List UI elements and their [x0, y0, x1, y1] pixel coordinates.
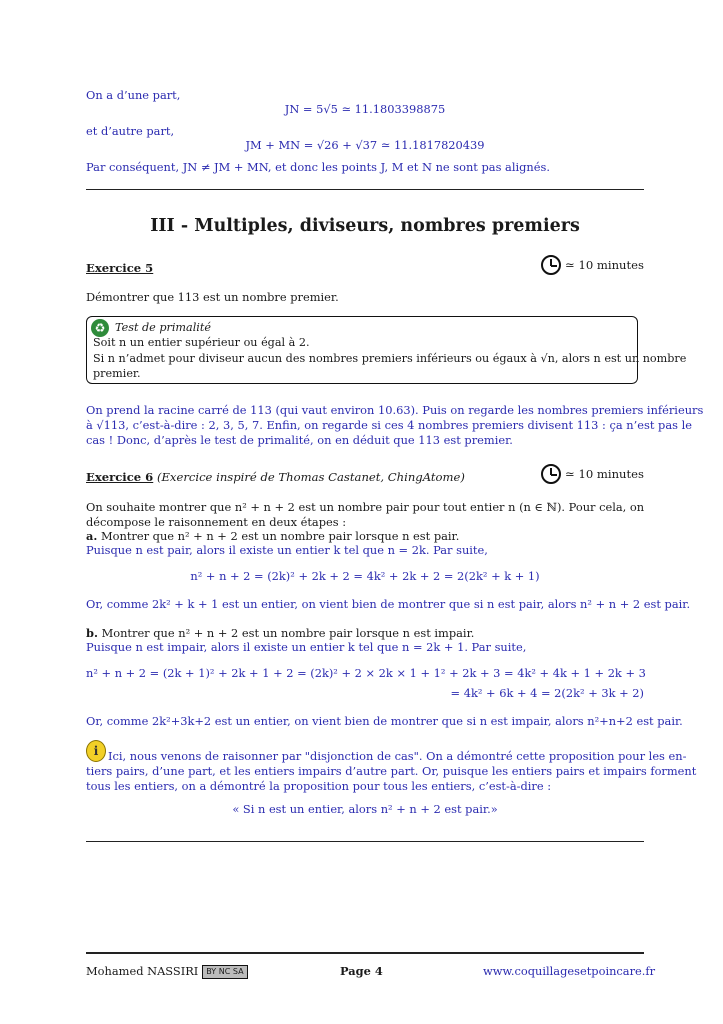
divider — [86, 841, 644, 842]
lightbulb-icon: i — [86, 740, 106, 762]
exercise-6-label: Exercice 6 — [86, 470, 154, 484]
answer-line: cas ! Donc, d’après le test de primalité, on en déduit que 113 est premier. — [86, 433, 513, 447]
exercise-5-header — [86, 258, 644, 275]
footer-author — [86, 964, 248, 979]
answer-line: On prend la racine carré de 113 (qui vaut environ 10.63). Puis on regarde les nombres premiers inférieurs — [86, 403, 704, 417]
note-line: Ici, nous venons de raisonner par "disjonction de cas". On a démontré cette proposition pour les en- — [108, 749, 687, 763]
question-b-text: Montrer que n² + n + 2 est un nombre pair lorsque n est impair. — [101, 626, 475, 640]
intro-line: décompose le raisonnement en deux étapes : — [86, 515, 347, 529]
question-b-label: b. — [86, 626, 98, 640]
box-line: Si n n’admet pour diviseur aucun des nombres premiers inférieurs ou égaux à √n, alors n est un nombre — [93, 352, 687, 365]
text-line: et d’autre part, — [86, 124, 175, 138]
equation: = 4k² + 6k + 4 = 2(2k² + 3k + 2) — [450, 686, 644, 700]
equation: JM + MN = √26 + √37 ≃ 11.1817820439 — [245, 138, 485, 152]
question-a-label: a. — [86, 529, 98, 543]
question-a-text: Montrer que n² + n + 2 est un nombre pair lorsque n est pair. — [100, 529, 460, 543]
primality-test-box — [86, 316, 687, 384]
cc-license-badge: BY NC SA — [202, 965, 248, 979]
answer-line: Puisque n est impair, alors il existe un entier k tel que n = 2k + 1. Par suite, — [86, 640, 527, 654]
conclusion-line: Or, comme 2k² + k + 1 est un entier, on vient bien de montrer que si n est pair, alors n² + n + 2 est pair. — [86, 597, 691, 611]
exercise-5-timer — [541, 255, 644, 275]
section-title: III - Multiples, diviseurs, nombres premiers — [150, 216, 580, 236]
question-a — [86, 529, 644, 544]
intro-line: On souhaite montrer que n² + n + 2 est un nombre pair pour tout entier n (n ∈ ℕ). Pour cela, on — [86, 500, 645, 514]
footer-rule — [86, 952, 644, 954]
equation: JN = 5√5 ≃ 11.1803398875 — [284, 102, 446, 116]
clock-icon — [541, 255, 561, 275]
recycle-icon: ♻ — [91, 319, 109, 337]
question-b — [86, 626, 644, 641]
equation: n² + n + 2 = (2k)² + 2k + 2 = 4k² + 2k + 2 = 2(2k² + k + 1) — [190, 569, 540, 583]
author-name: Mohamed NASSIRI — [86, 964, 199, 978]
exercise-6-subtitle: (Exercice inspiré de Thomas Castanet, ChingAtome) — [156, 470, 465, 484]
box-title: Test de primalité — [115, 321, 211, 334]
divider — [86, 189, 644, 190]
text-line: On a d’une part, — [86, 88, 181, 102]
note-line: tiers pairs, d’une part, et les entiers impairs d’autre part. Or, puisque les entiers pairs et impairs forment — [86, 764, 697, 778]
quote: « Si n est un entier, alors n² + n + 2 est pair.» — [232, 802, 498, 816]
page-number: Page 4 — [340, 964, 383, 978]
answer-line: Puisque n est pair, alors il existe un entier k tel que n = 2k. Par suite, — [86, 543, 488, 557]
duration: ≃ 10 minutes — [565, 258, 644, 272]
text-line: Par conséquent, JN ≠ JM + MN, et donc les points J, M et N ne sont pas alignés. — [86, 160, 550, 174]
exercise-6-header — [86, 467, 644, 484]
answer-line: à √113, c’est-à-dire : 2, 3, 5, 7. Enfin, on regarde si ces 4 nombres premiers divisent 113 : ça n’est pas le — [86, 418, 692, 432]
box-line: Soit n un entier supérieur ou égal à 2. — [93, 336, 310, 349]
note-line: tous les entiers, on a démontré la proposition pour tous les entiers, c’est-à-dire : — [86, 779, 552, 793]
clock-icon — [541, 464, 561, 484]
exercise-5-statement: Démontrer que 113 est un nombre premier. — [86, 290, 339, 304]
exercise-6-timer — [541, 464, 644, 484]
equation: n² + n + 2 = (2k + 1)² + 2k + 1 + 2 = (2k)² + 2 × 2k × 1 + 1² + 2k + 3 = 4k² + 4k + 1 + 2k + 3 — [86, 666, 646, 680]
exercise-5-label: Exercice 5 — [86, 261, 154, 275]
duration: ≃ 10 minutes — [565, 467, 644, 481]
conclusion-line: Or, comme 2k²+3k+2 est un entier, on vient bien de montrer que si n est impair, alors n²+n+2 est pair. — [86, 714, 683, 728]
box-line: premier. — [93, 367, 141, 380]
website-link[interactable]: www.coquillagesetpoincare.fr — [483, 964, 656, 978]
